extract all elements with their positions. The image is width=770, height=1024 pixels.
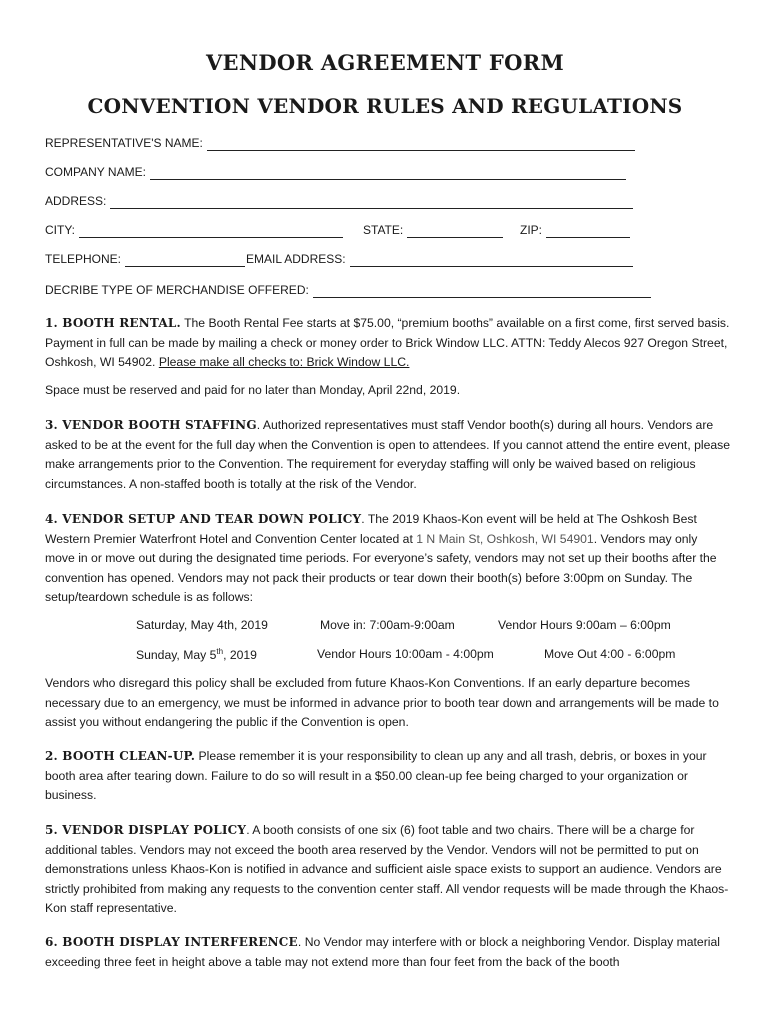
schedule-saturday-day: Saturday, May 4th, 2019 xyxy=(136,618,268,632)
rep-name-field[interactable] xyxy=(45,135,635,151)
merchandise-label: DECRIBE TYPE OF MERCHANDISE OFFERED: xyxy=(45,283,309,297)
address-line[interactable] xyxy=(110,196,633,209)
city-line[interactable] xyxy=(79,225,343,238)
rep-name-label: REPRESENTATIVE'S NAME: xyxy=(45,136,203,150)
state-field[interactable] xyxy=(363,222,503,238)
company-field[interactable] xyxy=(45,164,626,180)
section-booth-rental xyxy=(45,314,730,373)
schedule-sunday-hours: Vendor Hours 10:00am - 4:00pm xyxy=(317,647,494,661)
section-booth-staffing xyxy=(45,416,730,494)
telephone-field[interactable] xyxy=(45,251,245,267)
checks-payable-note: Please make all checks to: Brick Window LLC. xyxy=(158,355,410,369)
reservation-deadline: Space must be reserved and paid for no later than Monday, April 22nd, 2019. xyxy=(45,383,461,397)
section-text: . Authorized representatives must staff Vendor booth(s) during all hours. Vendors are asked to be at the event for the full day when the Convention is open to attendees. If you cannot attend the entire event, please make arrangements prior to the Convention. The requirement for everyday staffing will only be waived based on religious circumstances. A non-staffed booth is totally at the risk of the Vendor. xyxy=(45,418,730,491)
schedule-saturday-hours: Vendor Hours 9:00am – 6:00pm xyxy=(498,618,671,632)
email-line[interactable] xyxy=(350,254,633,267)
section-booth-cleanup xyxy=(45,747,730,806)
address-field[interactable] xyxy=(45,193,633,209)
schedule-sunday-move-out: Move Out 4:00 - 6:00pm xyxy=(544,647,676,661)
section-setup-teardown xyxy=(45,510,730,608)
section-heading: 2. BOOTH CLEAN-UP. xyxy=(45,749,196,763)
company-line[interactable] xyxy=(150,167,626,180)
section-text: . A booth consists of one six (6) foot table and two chairs. There will be a charge for additional tables. Vendors may not exceed the booth area reserved by the Vendor. Vendors will not be permitted to put on demonstrations unless Khaos-Kon is notified in advance and sufficient aisle space exists to support an audience. Vendors are strictly prohibited from making any requests to the convention center staff. All vendor requests will be made through the Khaos-Kon staff representative. xyxy=(45,823,729,915)
section-text: . Vendors may only move in or move out during the designated time periods. For everyone’s safety, vendors may not set up their booths after the convention has opened. Vendors may not pack their products or tear down their booth(s) before 3:00pm on Sunday. The setup/teardown schedule is as follows: xyxy=(45,531,717,604)
city-label: CITY: xyxy=(45,223,76,237)
policy-consequences: Vendors who disregard this policy shall be excluded from future Khaos-Kon Conventions. If an early departure becomes necessary due to an emergency, we must be informed in advance prior to booth tear down and arrangements will be made to assist you without endangering the public if the Convention is open. xyxy=(45,676,719,729)
section-text: The Booth Rental Fee starts at $75.00, “premium booths” available on a first come, first served basis. Payment in full can be made by mailing a check or money order to Brick Window LLC. ATTN: Teddy Alecos 927 Oregon Street, Oshkosh, WI 54902. xyxy=(45,316,730,369)
document-subtitle: CONVENTION VENDOR RULES AND REGULATIONS xyxy=(87,94,683,118)
section-text: . No Vendor may interfere with or block a neighboring Vendor. Display material exceeding three feet in height above a table may not extend more than four feet from the back of the booth xyxy=(45,935,720,969)
address-label: ADDRESS: xyxy=(45,194,107,208)
email-field[interactable] xyxy=(246,251,633,267)
email-label: EMAIL ADDRESS: xyxy=(246,252,346,266)
section-heading: 3. VENDOR BOOTH STAFFING xyxy=(45,418,257,432)
state-label: STATE: xyxy=(363,223,404,237)
section-heading: 6. BOOTH DISPLAY INTERFERENCE xyxy=(45,935,298,949)
section-display-interference xyxy=(45,933,730,972)
section-text: Please remember it is your responsibility to clean up any and all trash, debris, or boxes in your booth area after tearing down. Failure to do so will result in a $50.00 clean-up fee being charged to your organization or business. xyxy=(45,749,707,802)
document-title: VENDOR AGREEMENT FORM xyxy=(205,50,565,75)
zip-field[interactable] xyxy=(520,222,630,238)
section-display-policy xyxy=(45,821,730,919)
section-heading: 5. VENDOR DISPLAY POLICY xyxy=(45,823,247,837)
state-line[interactable] xyxy=(407,225,503,238)
telephone-line[interactable] xyxy=(125,254,245,267)
merchandise-line[interactable] xyxy=(313,285,651,298)
section-heading: 4. VENDOR SETUP AND TEAR DOWN POLICY xyxy=(45,512,362,526)
section-text: . The 2019 Khaos-Kon event will be held at The Oshkosh Best Western Premier Waterfront Hotel and Convention Center located at xyxy=(45,512,697,546)
zip-label: ZIP: xyxy=(520,223,543,237)
city-field[interactable] xyxy=(45,222,343,238)
merchandise-field[interactable] xyxy=(45,282,651,298)
schedule-sunday-day: Sunday, May 5th, 2019 xyxy=(136,647,257,663)
venue-address: 1 N Main St, Oshkosh, WI 54901 xyxy=(416,531,594,546)
telephone-label: TELEPHONE: xyxy=(45,252,122,266)
rep-name-line[interactable] xyxy=(207,138,635,151)
company-label: COMPANY NAME: xyxy=(45,165,146,179)
zip-line[interactable] xyxy=(546,225,630,238)
section-heading: 1. BOOTH RENTAL. xyxy=(45,316,181,330)
schedule-saturday-move-in: Move in: 7:00am-9:00am xyxy=(320,618,455,632)
